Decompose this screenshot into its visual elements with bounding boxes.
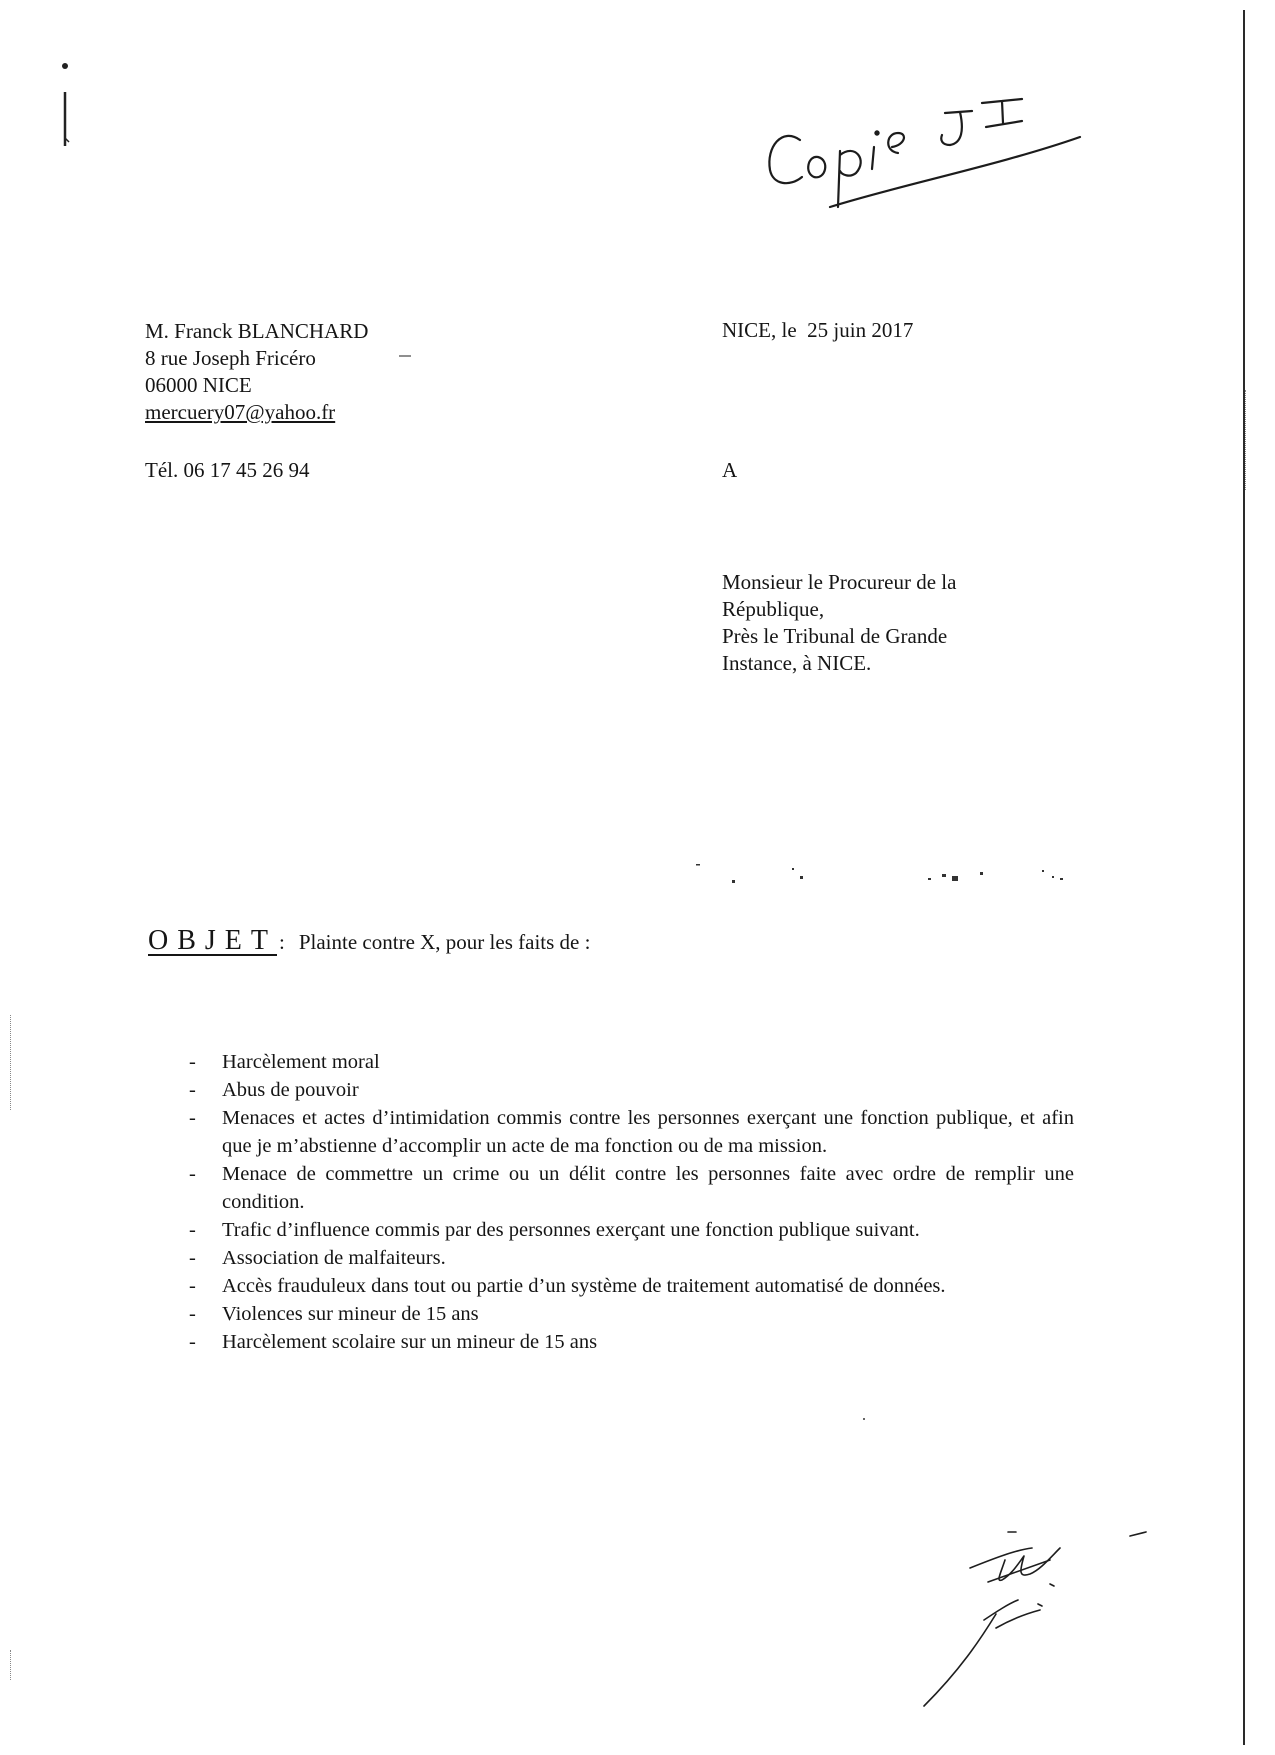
date-line: NICE, le 25 juin 2017: [722, 318, 914, 342]
facts-list: [189, 1048, 1074, 1356]
margin-dots: [1245, 390, 1248, 490]
handwritten-copie-annotation: [760, 85, 1100, 230]
fact-text: Trafic d’influence commis par des personnes exerçant une fonction publique suivant.: [222, 1219, 920, 1241]
fact-list-item: [189, 1300, 1074, 1328]
fact-list-item: [189, 1244, 1074, 1272]
list-dash: -: [189, 1219, 196, 1241]
sender-address-block: [145, 318, 368, 426]
recipient-line-1: Monsieur le Procureur de la: [722, 570, 957, 594]
recipient-address-block: [722, 569, 956, 677]
scan-specks: [690, 860, 1110, 890]
margin-dots: [10, 1650, 13, 1680]
objet-colon: :: [279, 930, 285, 954]
fact-list-item: [189, 1216, 1074, 1244]
sender-city: 06000 NICE: [145, 373, 252, 397]
handwritten-signature: [900, 1520, 1180, 1720]
fact-list-item: [189, 1048, 1074, 1076]
objet-text: Plainte contre X, pour les faits de :: [298, 930, 591, 954]
fact-text: Menaces et actes d’intimidation commis contre les personnes exerçant une fonction publique, et afin que je m’abstienne d’accomplir un acte de ma fonction ou de ma mission.: [222, 1107, 1074, 1157]
list-dash: -: [189, 1331, 196, 1353]
fact-text: Accès frauduleux dans tout ou partie d’un système de traitement automatisé de données.: [222, 1275, 946, 1297]
sender-email: mercuery07@yahoo.fr: [145, 400, 336, 424]
margin-dots: [10, 1015, 13, 1110]
fact-text: Violences sur mineur de 15 ans: [222, 1303, 479, 1325]
scan-edge: [1233, 10, 1255, 1745]
list-dash: -: [189, 1247, 196, 1269]
objet-line: [148, 925, 590, 965]
scan-edge-line: [1243, 10, 1245, 1745]
binding-mark-icon: [58, 60, 72, 150]
list-dash: -: [189, 1275, 196, 1297]
sender-name: M. Franck BLANCHARD: [145, 319, 369, 343]
list-dash: -: [189, 1107, 196, 1129]
fact-text: Menace de commettre un crime ou un délit contre les personnes faite avec ordre de remplir une condition.: [222, 1163, 1074, 1213]
list-dash: -: [189, 1303, 196, 1325]
recipient-line-2: République,: [722, 597, 825, 621]
list-dash: -: [189, 1051, 196, 1073]
fact-list-item: [189, 1272, 1074, 1300]
sender-street: 8 rue Joseph Fricéro: [145, 346, 316, 370]
fact-text: Harcèlement moral: [222, 1051, 380, 1073]
fact-list-item: [189, 1328, 1074, 1356]
fact-text: Abus de pouvoir: [222, 1079, 359, 1101]
recipient-line-3: Près le Tribunal de Grande: [722, 624, 948, 648]
fact-list-item: [189, 1160, 1074, 1216]
sender-phone: Tél. 06 17 45 26 94: [145, 458, 310, 482]
recipient-line-4: Instance, à NICE.: [722, 651, 872, 675]
fact-text: Association de malfaiteurs.: [222, 1247, 446, 1269]
to-label: A: [722, 458, 738, 482]
fact-list-item: [189, 1076, 1074, 1104]
fact-list-item: [189, 1104, 1074, 1160]
list-dash: -: [189, 1163, 196, 1185]
objet-label: OBJET: [148, 925, 277, 956]
list-dash: -: [189, 1079, 196, 1101]
stray-mark: [863, 1418, 865, 1420]
fact-text: Harcèlement scolaire sur un mineur de 15 ans: [222, 1331, 598, 1353]
stray-dash-mark: [398, 354, 412, 358]
